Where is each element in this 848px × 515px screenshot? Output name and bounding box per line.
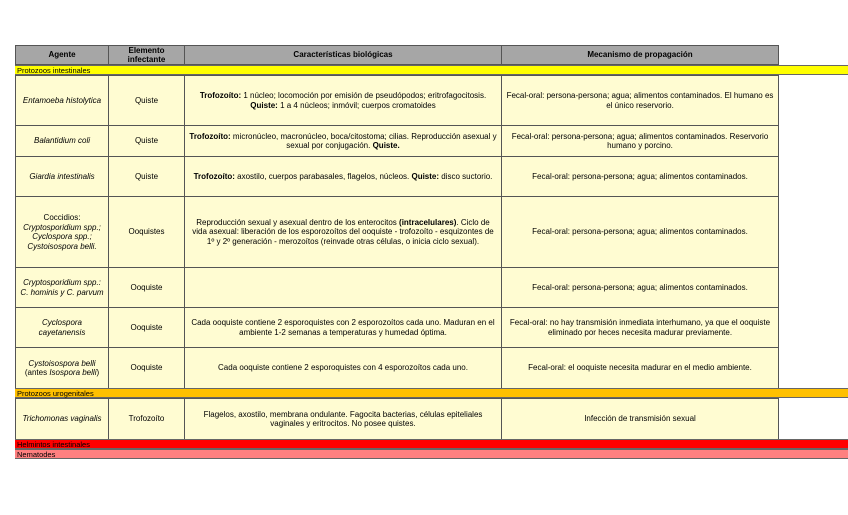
section-protozoos-intestinales[interactable]: Protozoos intestinales — [15, 65, 848, 75]
features-text — [188, 218, 498, 247]
cell-agent[interactable]: Cryptosporidium spp.: C. hominis y C. parvum — [15, 267, 109, 308]
cell-agent[interactable]: Entamoeba histolytica — [15, 75, 109, 126]
header-agent[interactable]: Agente — [15, 45, 109, 65]
cell-mechanism[interactable]: Fecal-oral: persona-persona; agua; alimentos contaminados. — [501, 156, 779, 197]
cell-element[interactable]: Quiste — [108, 75, 185, 126]
bold-label: Quiste: — [411, 171, 440, 181]
cell-features[interactable] — [184, 196, 502, 268]
text: micronúcleo, macronúcleo, boca/citostoma; cilias. Reproducción asexual y sexual por conjugación. — [230, 131, 497, 150]
cell-agent[interactable]: Trichomonas vaginalis — [15, 398, 109, 440]
bold-label: Trofozoíto: — [193, 171, 235, 181]
cell-element[interactable]: Trofozoíto — [108, 398, 185, 440]
features-text — [188, 132, 498, 151]
bold-label: Trofozoíto: — [189, 131, 231, 141]
bold-label: Quiste: — [250, 100, 278, 110]
agent-text — [19, 213, 105, 251]
cell-features[interactable] — [184, 156, 502, 197]
cell-features[interactable] — [184, 267, 502, 308]
text: axostilo, cuerpos parabasales, flagelos, núcleos. — [234, 171, 412, 181]
text: . Ciclo de vida asexual: liberación de los esporozoítos del ooquiste - trofozoíto - esquizontes de 1º y 2º generación - merozoítos (reinvade otras células, o inicia ciclo sexual). — [192, 217, 494, 246]
cell-element[interactable]: Ooquiste — [108, 307, 185, 348]
cell-element[interactable]: Quiste — [108, 125, 185, 157]
section-helmintos-intestinales[interactable]: Helmintos intestinales — [15, 439, 848, 449]
cell-agent[interactable] — [15, 347, 109, 389]
bold-label: (intracelulares) — [399, 217, 457, 227]
text: (antes — [24, 368, 50, 377]
text: ) — [96, 368, 100, 377]
cell-features[interactable]: Flagelos, axostilo, membrana ondulante. Fagocita bacterias, células epiteliales vaginales y eritrocitos. No posee quistes. — [184, 398, 502, 440]
italic-text: Isospora belli — [49, 368, 97, 377]
cell-mechanism[interactable]: Fecal-oral: el ooquiste necesita madurar en el medio ambiente. — [501, 347, 779, 389]
agent-text — [19, 359, 105, 378]
cell-agent[interactable]: Cyclospora cayetanensis — [15, 307, 109, 348]
text: disco suctorio. — [439, 171, 493, 181]
text: 1 núcleo; locomoción por emisión de pseudópodos; eritrofagocitosis. — [241, 91, 487, 100]
cell-mechanism[interactable]: Fecal-oral: persona-persona; agua; alimentos contaminados. Reservorio humano y porcino. — [501, 125, 779, 157]
cell-element[interactable]: Ooquiste — [108, 347, 185, 389]
italic-text: Cryptosporidium spp.; Cyclospora spp.; Cystoisospora belli. — [23, 222, 101, 251]
cell-features[interactable] — [184, 125, 502, 157]
bold-label: Trofozoíto: — [199, 91, 242, 100]
cell-mechanism[interactable]: Fecal-oral: persona-persona; agua; alimentos contaminados. — [501, 196, 779, 268]
header-features[interactable]: Características biológicas — [184, 45, 502, 65]
cell-element[interactable]: Ooquiste — [108, 267, 185, 308]
text: Reproducción sexual y asexual dentro de los enterocitos — [196, 217, 400, 227]
cell-mechanism[interactable]: Fecal-oral: persona-persona; agua; alimentos contaminados. — [501, 267, 779, 308]
cell-mechanism[interactable]: Infección de transmisión sexual — [501, 398, 779, 440]
header-mechanism[interactable]: Mecanismo de propagación — [501, 45, 779, 65]
section-protozoos-urogenitales[interactable]: Protozoos urogenitales — [15, 388, 848, 398]
text: Coccidios: — [43, 213, 81, 222]
header-element[interactable]: Elemento infectante — [108, 45, 185, 65]
features-text — [194, 172, 493, 182]
cell-agent[interactable]: Balantidium coli — [15, 125, 109, 157]
cell-features[interactable] — [184, 75, 502, 126]
cell-features[interactable]: Cada ooquiste contiene 2 esporoquistes con 2 esporozoítos cada uno. Maduran en el ambiente 1-2 semanas a temperaturas y humedad óptima. — [184, 307, 502, 348]
section-nematodes[interactable]: Nematodes — [15, 449, 848, 459]
cell-mechanism[interactable]: Fecal-oral: persona-persona; agua; alimentos contaminados. El humano es el único reservorio. — [501, 75, 779, 126]
cell-element[interactable]: Ooquistes — [108, 196, 185, 268]
bold-label: Quiste. — [372, 141, 400, 150]
cell-agent[interactable] — [15, 196, 109, 268]
cell-features[interactable]: Cada ooquiste contiene 2 esporoquistes con 4 esporozoítos cada uno. — [184, 347, 502, 389]
text: 1 a 4 núcleos; inmóvil; cuerpos cromatoides — [277, 100, 436, 110]
cell-element[interactable]: Quiste — [108, 156, 185, 197]
cell-agent[interactable]: Giardia intestinalis — [15, 156, 109, 197]
features-text — [188, 91, 498, 110]
italic-text: Cystoisospora belli — [28, 358, 96, 368]
cell-mechanism[interactable]: Fecal-oral: no hay transmisión inmediata interhumano, ya que el ooquiste eliminado por heces necesita madurar previamente. — [501, 307, 779, 348]
